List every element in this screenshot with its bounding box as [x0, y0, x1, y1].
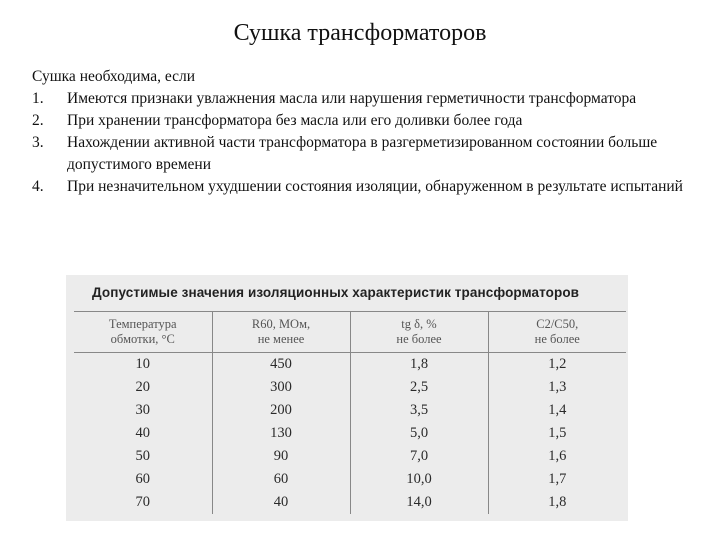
list-item-number: 2. — [32, 112, 44, 129]
table-cell: 300 — [212, 376, 350, 399]
table-row — [74, 376, 626, 399]
list-item-number: 4. — [32, 178, 44, 195]
list-item-text: Имеются признаки увлажнения масла или нарушения герметичности трансформатора — [67, 90, 637, 107]
table-title: Допустимые значения изоляционных характеристик трансформаторов — [92, 285, 580, 300]
table-cell: 30 — [135, 402, 150, 418]
header-line: C2/C50, — [536, 317, 579, 331]
table-cell: 14,0 — [350, 491, 488, 514]
table-cell: 130 — [212, 422, 350, 445]
table-cell: 10,0 — [350, 468, 488, 491]
table-cell: 200 — [212, 399, 350, 422]
table-cell: 3,5 — [350, 399, 488, 422]
table-cell: 40 — [135, 425, 150, 441]
table-cell: 60 — [135, 471, 150, 487]
table-cell: 7,0 — [350, 445, 488, 468]
slide-title: Сушка трансформаторов — [233, 20, 487, 46]
header-line: не более — [534, 332, 580, 346]
table-row — [74, 353, 626, 377]
list-item-text: Нахождении активной части трансформатора в разгерметизированном состоянии больше допустимого времени — [67, 134, 658, 173]
table-cell: 450 — [212, 353, 350, 377]
header-tgdelta — [350, 312, 488, 353]
list-item — [32, 88, 692, 110]
header-r60 — [212, 312, 350, 353]
table-cell: 60 — [212, 468, 350, 491]
table-row — [74, 491, 626, 514]
table-cell: 1,7 — [488, 468, 626, 491]
list-item — [32, 110, 692, 132]
table-cell: 5,0 — [350, 422, 488, 445]
header-temperature — [74, 312, 212, 353]
list-item-number: 3. — [32, 134, 44, 151]
header-line: обмотки, °С — [110, 332, 175, 346]
table-cell: 50 — [135, 448, 150, 464]
header-line: Температура — [108, 317, 177, 331]
table-cell: 1,8 — [488, 491, 626, 514]
table-cell: 1,4 — [488, 399, 626, 422]
table-row — [74, 445, 626, 468]
list-item-number: 1. — [32, 90, 44, 107]
header-line: R60, МОм, — [251, 317, 311, 331]
header-c2c50 — [488, 312, 626, 353]
table-cell: 20 — [135, 379, 150, 395]
table-row — [74, 399, 626, 422]
body-text — [32, 66, 692, 198]
table-cell: 1,8 — [350, 353, 488, 377]
table-row — [74, 422, 626, 445]
header-line: не более — [396, 332, 442, 346]
condition-list — [32, 88, 692, 198]
scanned-table-figure — [66, 275, 628, 521]
insulation-table — [74, 311, 626, 514]
table-cell: 1,5 — [488, 422, 626, 445]
table-cell: 90 — [212, 445, 350, 468]
list-item-text: При хранении трансформатора без масла или его доливки более года — [67, 112, 523, 129]
table-cell: 1,6 — [488, 445, 626, 468]
table-cell: 2,5 — [350, 376, 488, 399]
table-cell: 70 — [135, 494, 150, 510]
table-cell: 1,2 — [488, 353, 626, 377]
intro-text: Сушка необходима, если — [32, 68, 196, 85]
header-line: не менее — [257, 332, 305, 346]
table-cell: 1,3 — [488, 376, 626, 399]
header-line: tg δ, % — [401, 317, 437, 331]
list-item — [32, 132, 692, 176]
list-item — [32, 176, 692, 198]
table-header-row — [74, 312, 626, 353]
table-cell: 40 — [212, 491, 350, 514]
list-item-text: При незначительном ухудшении состояния изоляции, обнаруженном в результате испытаний — [67, 178, 683, 195]
table-cell: 10 — [135, 356, 150, 372]
table-row — [74, 468, 626, 491]
